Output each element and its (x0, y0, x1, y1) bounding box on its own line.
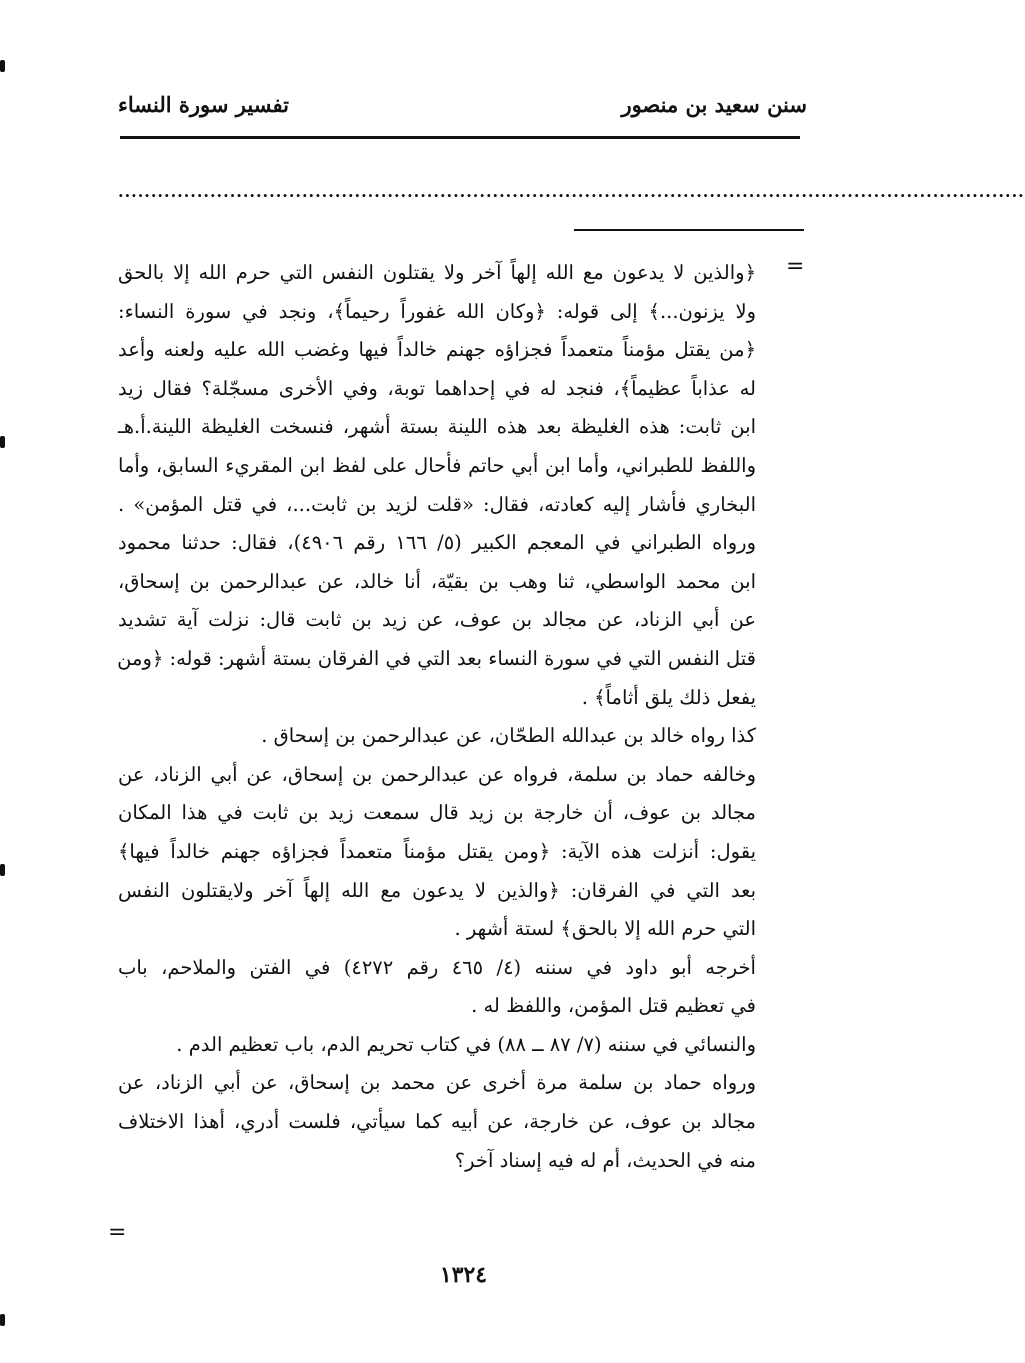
text-line: ورواه الطبراني في المعجم الكبير (٥/ ١٦٦ رقم ٤٩٠٦)، فقال: حدثنا محمود (118, 531, 756, 555)
text-line: ولا يزنون...﴾ إلى قوله: ﴿وكان الله غفوراً رحيماً﴾، ونجد في سورة النساء: (118, 299, 756, 323)
continuation-marker-bottom: = (108, 1220, 127, 1245)
text-line: عن أبي الزناد، عن مجالد بن عوف، عن زيد بن ثابت قال: نزلت آية تشديد (118, 608, 756, 632)
scan-edge-mark (0, 60, 5, 72)
text-line: واللفظ للطبراني، وأما ابن أبي حاتم فأحال على لفظ ابن المقريء السابق، وأما (118, 453, 756, 477)
text-line: ﴿والذين لا يدعون مع الله إلهاً آخر ولا يقتلون النفس التي حرم الله إلا بالحق (118, 261, 756, 284)
text-line: ابن ثابت: هذه الغليظة بعد هذه اللينة بستة أشهر، فنسخت الغليظة اللينة.أ.هـ (118, 415, 756, 439)
footnote-rule (574, 229, 804, 231)
text-line: كذا رواه خالد بن عبدالله الطحّان، عن عبدالرحمن بن إسحاق . (261, 724, 756, 748)
page-number: ١٣٢٤ (439, 1262, 488, 1288)
text-line: له عذاباً عظيماً﴾، فنجد له في إحداهما توبة، وفي الأخرى مسجّلة؟ فقال زيد (118, 376, 756, 400)
running-header-book-title: سنن سعيد بن منصور (621, 92, 807, 117)
text-line: بعد التي في الفرقان: ﴿والذين لا يدعون مع الله إلهاً آخر ولايقتلون النفس (118, 878, 756, 902)
text-line: أخرجه أبو داود في سننه (٤/ ٤٦٥ رقم ٤٢٧٢) في الفتن والملاحم، باب (118, 955, 756, 979)
text-line: التي حرم الله إلا بالحق﴾ لستة أشهر . (454, 917, 756, 941)
running-header-section-title: تفسير سورة النساء (118, 92, 289, 117)
continuation-marker-top: = (786, 254, 805, 279)
text-line: ابن محمد الواسطي، ثنا وهب بن بقيّة، أنا خالد، عن عبدالرحمن بن إسحاق، (118, 569, 756, 593)
text-line: البخاري فأشار إليه كعادته، فقال: «قلت لزيد بن ثابت...، في قتل المؤمن» . (118, 492, 756, 516)
text-line: ورواه حماد بن سلمة مرة أخرى عن محمد بن إسحاق، عن أبي الزناد، عن (118, 1071, 756, 1095)
text-line: في تعظيم قتل المؤمن، واللفظ له . (471, 994, 756, 1018)
header-rule (120, 136, 800, 139)
text-line: مجالد بن عوف، عن خارجة، عن أبيه كما سيأتي، فلست أدري، أهذا الاختلاف (118, 1110, 756, 1134)
text-line: يفعل ذلك يلق أثاماً﴾ . (581, 685, 756, 709)
footnote-text (118, 254, 756, 1180)
scan-edge-mark (0, 1314, 5, 1326)
text-line: قتل النفس التي في سورة النساء بعد التي في الفرقان بستة أشهر: قوله: ﴿ومن (117, 646, 756, 670)
scan-edge-mark (0, 864, 5, 876)
text-line: يقول: أنزلت هذه الآية: ﴿ومن يقتل مؤمناً متعمداً فجزاؤه جهنم خالداً فيها﴾ (118, 839, 756, 863)
text-line: والنسائي في سننه (٧/ ٨٧ ــ ٨٨) في كتاب تحريم الدم، باب تعظيم الدم . (176, 1032, 756, 1056)
text-line: منه في الحديث، أم له فيه إسناد آخر؟ (454, 1148, 756, 1172)
text-line: وخالفه حماد بن سلمة، فرواه عن عبدالرحمن بن إسحاق، عن أبي الزناد، عن (118, 762, 756, 786)
dotted-separator: .......................................................................................................................................... (118, 182, 1025, 201)
text-line: ﴿من يقتل مؤمناً متعمداً فجزاؤه جهنم خالداً فيها وغضب الله عليه ولعنه وأعد (118, 338, 756, 362)
text-line: مجالد بن عوف، أن خارجة بن زيد قال سمعت زيد بن ثابت في هذا المكان (118, 801, 756, 825)
scan-edge-mark (0, 436, 5, 448)
